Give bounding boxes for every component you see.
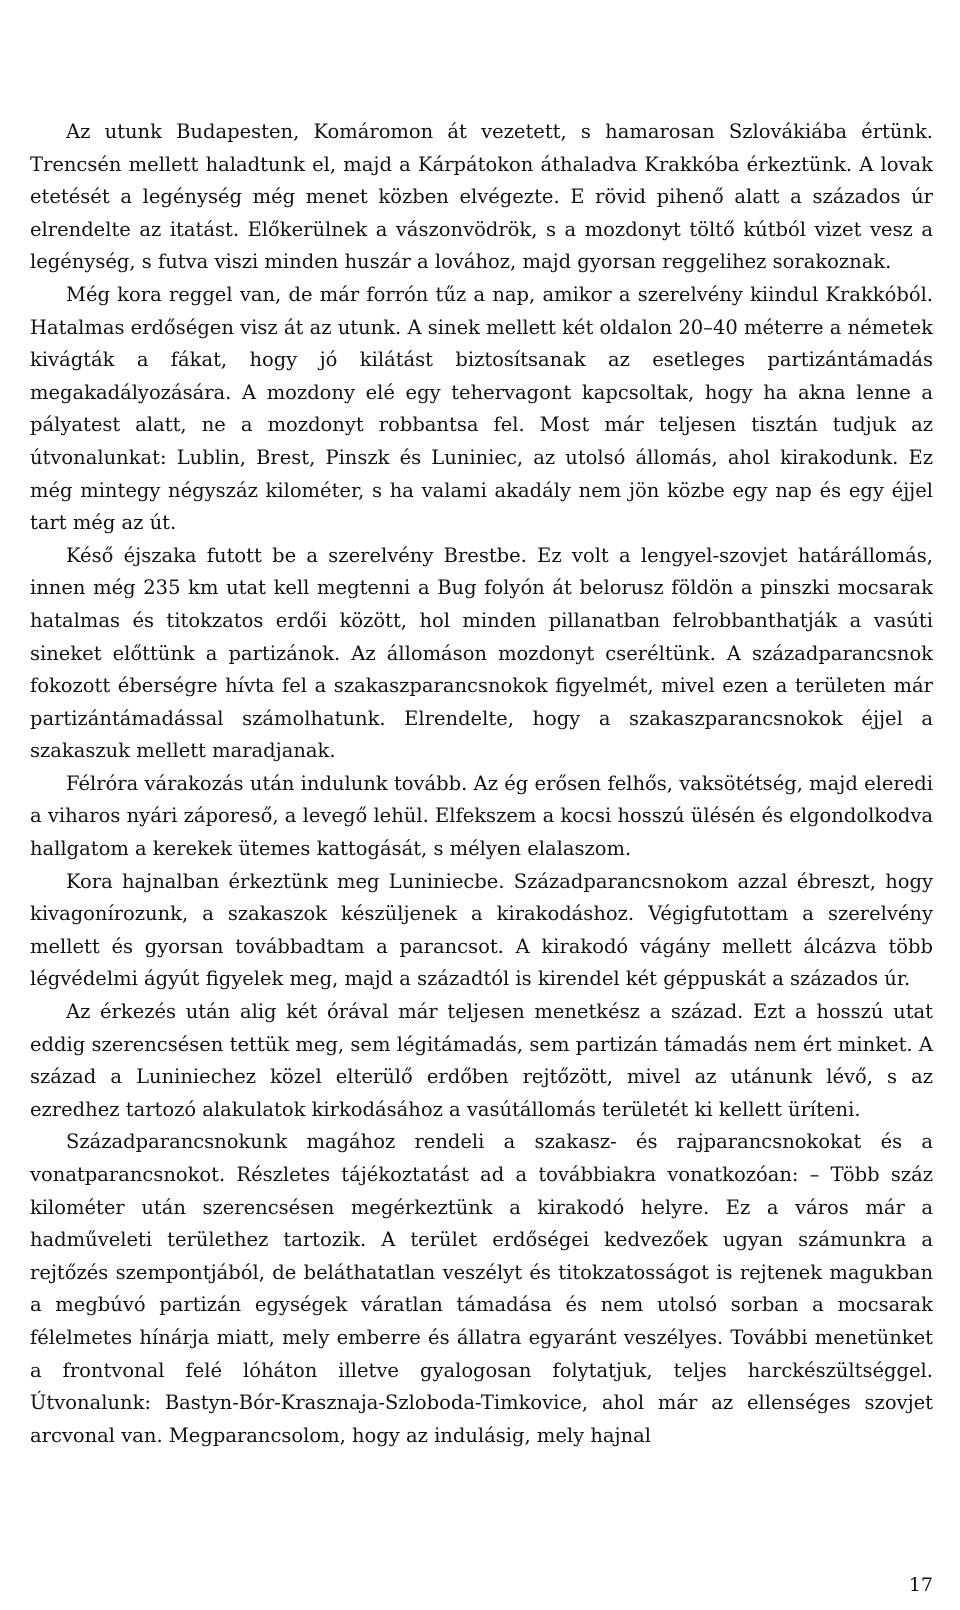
page-number: 17: [908, 1574, 933, 1596]
paragraph-5: Kora hajnalban érkeztünk meg Luniniecbe. Századparancsnokom azzal ébreszt, hogy kivagonírozunk, a szakaszok készüljenek a kirakodáshoz. Végigfutottam a szerelvény mellett és gyorsan továbbadtam a parancsot. A kirakodó vágány mellett álcázva több légvédelmi ágyút figyelek meg, majd a századtól is kirendel két géppuskát a százados úr.: [30, 869, 933, 991]
paragraph-1: Az utunk Budapesten, Komáromon át vezetett, s hamarosan Szlovákiába értünk. Trencsén mellett haladtunk el, majd a Kárpátokon áthaladva Krakkóba érkeztünk. A lovak etetését a legénység még menet közben elvégezte. E rövid pihenő alatt a százados úr elrendelte az itatást. Előkerülnek a vászonvödrök, s a mozdonyt töltő kútból vizet vesz a legénység, s futva viszi minden huszár a lovához, majd gyorsan reggelihez sorakoznak.: [30, 120, 933, 274]
paragraph-7: Századparancsnokunk magához rendeli a szakasz- és rajparancsnokokat és a vonatparancsnokot. Részletes tájékoztatást ad a továbbiakra vonatkozóan: – Több száz kilométer után szerencsésen megérkeztünk a kirakodó helyre. Ez a város már a hadműveleti területhez tartozik. A terület erdőségei kedvezőek ugyan számunkra a rejtőzés szempontjából, de beláthatatlan veszélyt és titokzatosságot is rejtenek magukban a megbúvó partizán egységek váratlan támadása és nem utolsó sorban a mocsarak félelmetes hínárja miatt, mely emberre és állatra egyaránt veszélyes. További menetünket a frontvonal felé lóháton illetve gyalogosan folytatjuk, teljes harckészültséggel. Útvonalunk: Bastyn-Bór-Krasznaja-Szloboda-Timkovice, ahol már az ellenséges szovjet arcvonal van. Megparancsolom, hogy az indulásig, mely hajnal: [30, 1130, 933, 1447]
paragraph-4: Félróra várakozás után indulunk tovább. Az ég erősen felhős, vaksötétség, majd eleredi a viharos nyári záporeső, a levegő lehül. Elfekszem a kocsi hosszú ülésén és elgondolkodva hallgatom a kerekek ütemes kattogását, s mélyen elalaszom.: [30, 771, 933, 861]
paragraph-6: Az érkezés után alig két órával már teljesen menetkész a század. Ezt a hosszú utat eddig szerencsésen tettük meg, sem légitámadás, sem partizán támadás nem ért minket. A század a Luniniechez közel elterülő erdőben rejtőzött, mivel az utánunk lévő, s az ezredhez tartozó alakulatok kirkodásához a vasútállomás területét ki kellett üríteni.: [30, 1000, 933, 1121]
paragraph-2: Még kora reggel van, de már forrón tűz a nap, amikor a szerelvény kiindul Krakkóból. Hatalmas erdőségen visz át az utunk. A sinek mellett két oldalon 20–40 méterre a németek kivágták a fákat, hogy jó kilátást biztosítsanak az esetleges partizántámadás megakadályozására. A mozdony elé egy tehervagont kapcsoltak, hogy ha akna lenne a pályatest alatt, ne a mozdonyt robbantsa fel. Most már teljesen tisztán tudjuk az útvonalunkat: Lublin, Brest, Pinszk és Luniniec, az utolsó állomás, ahol kirakodunk. Ez még mintegy négyszáz kilométer, s ha valami akadály nem jön közbe egy nap és egy éjjel tart még az út.: [30, 282, 933, 535]
body-text: [30, 116, 933, 1452]
paragraph-3: Késő éjszaka futott be a szerelvény Brestbe. Ez volt a lengyel-szovjet határállomás, innen még 235 km utat kell megtenni a Bug folyón át belorusz földön a pinszki mocsarak hatalmas és titokzatos erdői között, hol minden pillanatban felrobbanthatják a vasúti sineket előttünk a partizánok. Az állomáson mozdonyt cseréltünk. A századparancsnok fokozott éberségre hívta fel a szakaszparancsnokok figyelmét, mivel ezen a területen már partizántámadással számolhatunk. Elrendelte, hogy a szakaszparancsnokok éjjel a szakaszuk mellett maradjanak.: [30, 543, 933, 763]
